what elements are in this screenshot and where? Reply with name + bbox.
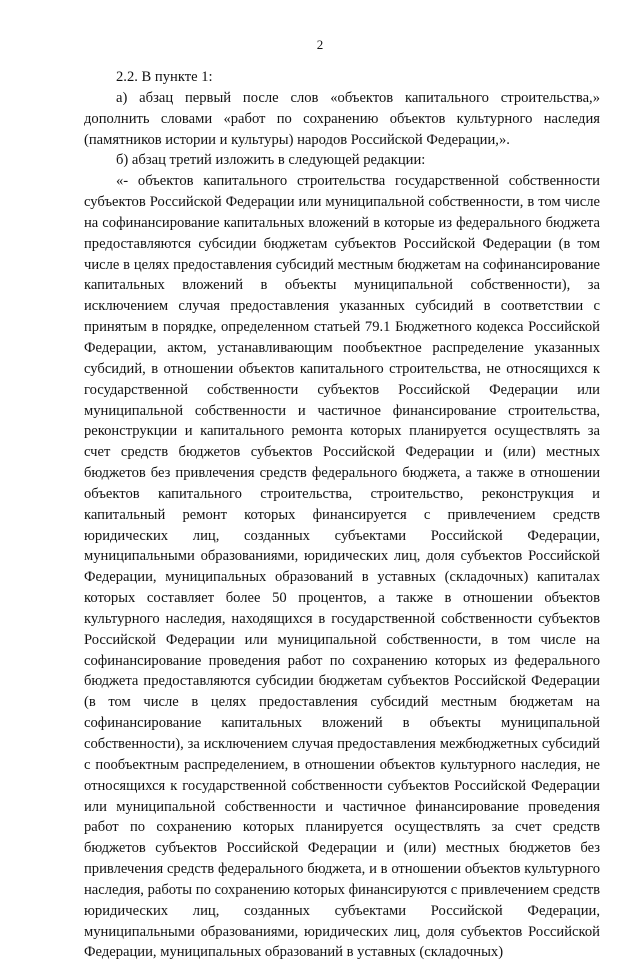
paragraph-item-a: а) абзац первый после слов «объектов капитального строительства,» дополнить словами «работ по сохранению объектов культурного наследия (памятников истории и культуры) народов Российской Федерации,». bbox=[84, 89, 600, 148]
document-body bbox=[84, 67, 600, 963]
paragraph-section-heading: 2.2. В пункте 1: bbox=[116, 69, 213, 85]
page-number: 2 bbox=[316, 37, 324, 52]
paragraph-item-b: б) абзац третий изложить в следующей редакции: bbox=[116, 152, 426, 169]
paragraph-new-wording: «- объектов капитального строительства государственной собственности субъектов Российской Федерации или муниципальной собственности, в том числе на софинансирование капитальных вложений в которые из федерального бюджета предоставляются субсидии бюджетам субъектов Российской Федерации (в том числе в целях предоставления субсидий местным бюджетам на софинансирование капитальных вложений в объекты муниципальной собственности), за исключением случая предоставления указанных субсидий в соответствии с принятым в порядке, определенном статьей 79.1 Бюджетного кодекса Российской Федерации, актом, устанавливающим пообъектное распределение указанных субсидий, в отношении объектов капитального строительства, не относящихся к государственной собственности субъектов Российской Федерации или муниципальной собственности и частичное финансирование строительства, реконструкции и капитального ремонта которых планируется осуществлять за счет средств бюджетов субъектов Российской Федерации и (или) местных бюджетов без привлечения средств федерального бюджета, а также в отношении объектов капитального строительства, строительство, реконструкция и капитальный ремонт которых финансируется с привлечением средств юридических лиц, созданных субъектами Российской Федерации, муниципальными образованиями, юридических лиц, доля субъектов Российской Федерации, муниципальных образований в уставных (складочных) капиталах которых составляет более 50 процентов, а также в отношении объектов культурного наследия, находящихся в государственной собственности субъектов Российской Федерации или муниципальной собственности, в том числе на софинансирование проведения работ по сохранению которых из федерального бюджета предоставляются субсидии бюджетам субъектов Российской Федерации (в том числе в целях предоставления субсидий местным бюджетам на софинансирование капитальных вложений в объекты муниципальной собственности), за исключением случая предоставления межбюджетных субсидий с пообъектным распределением, в отношении объектов культурного наследия, не относящихся к государственной собственности субъектов Российской Федерации или муниципальной собственности и частичное финансирование проведения работ по сохранению которых планируется осуществлять за счет средств бюджетов субъектов Российской Федерации и (или) местных бюджетов без привлечения средств федерального бюджета, и в отношении объектов культурного наследия, работы по сохранению которых финансируются с привлечением средств юридических лиц, созданных субъектами Российской Федерации, муниципальными образованиями, юридических лиц, доля субъектов Российской Федерации, муниципальных образований в уставных (складочных) bbox=[84, 173, 600, 961]
